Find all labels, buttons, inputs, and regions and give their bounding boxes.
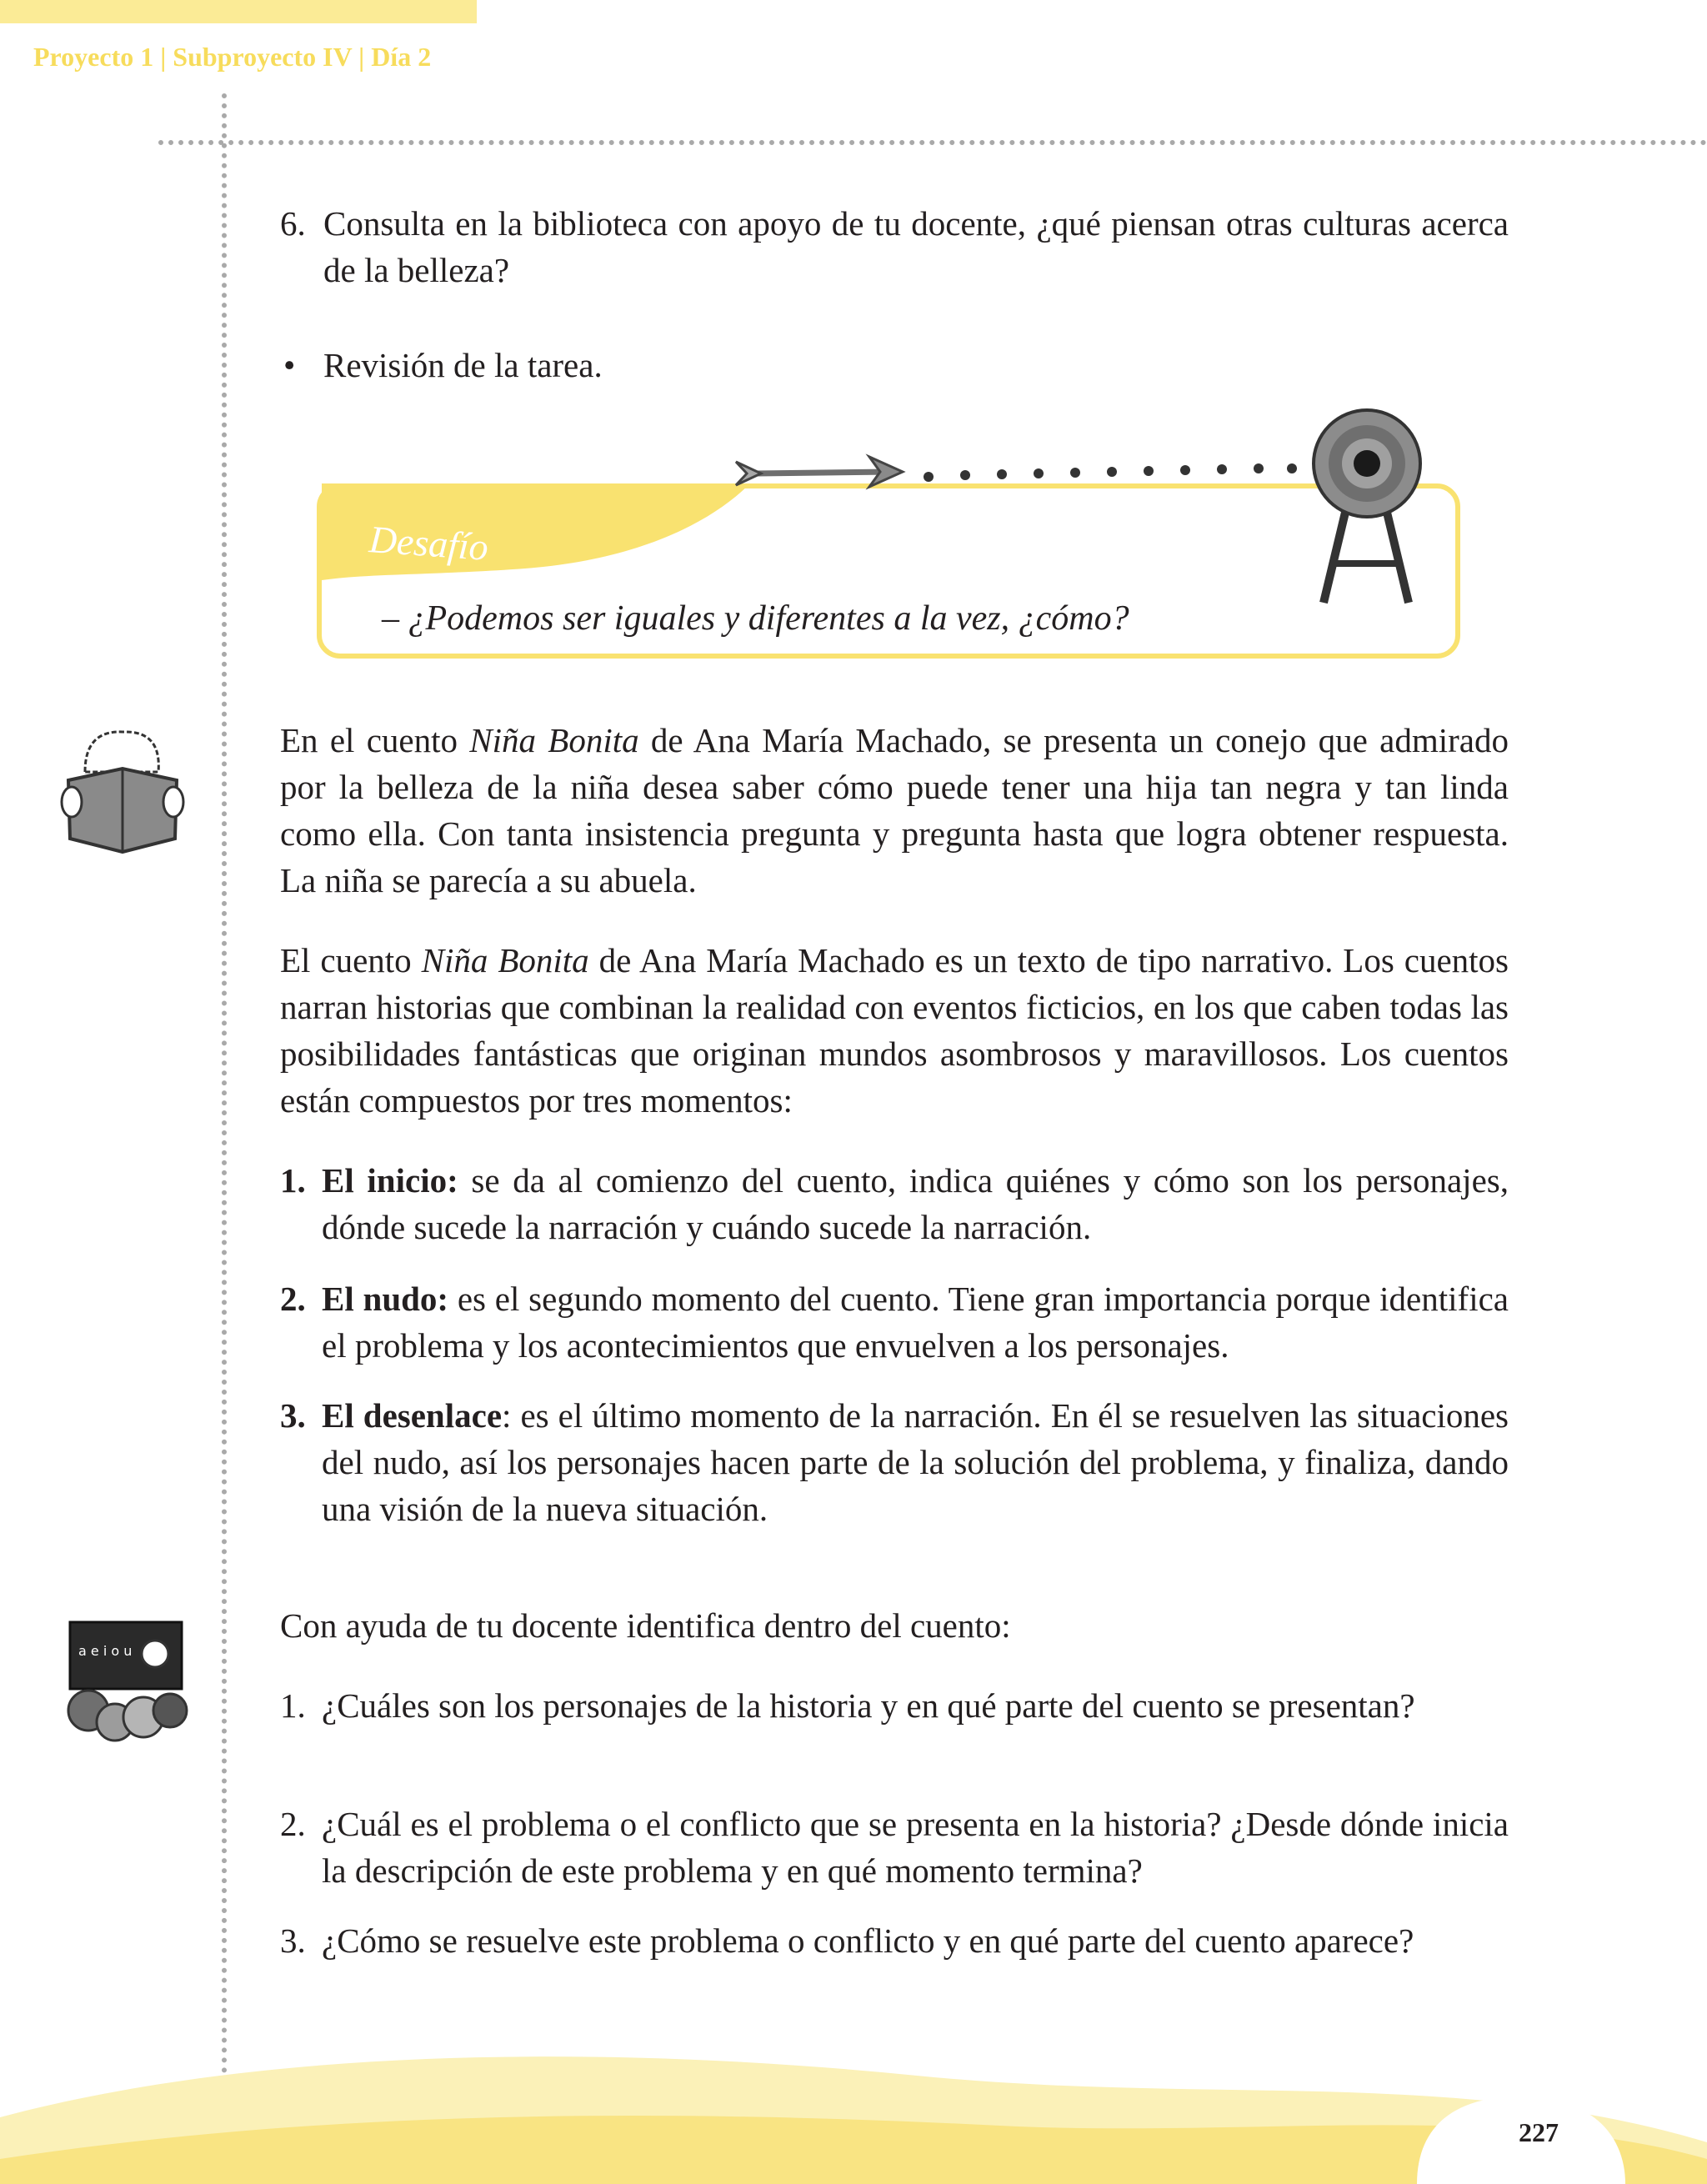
paragraph-narrative-text (280, 937, 1509, 1124)
activity-text: Consulta en la biblioteca con apoyo de tu docente, ¿qué piensan otras culturas acerca de la belleza? (323, 204, 1509, 289)
moment-text (280, 1392, 1509, 1532)
homework-review (280, 342, 1509, 388)
identify-intro: Con ayuda de tu docente identifica dentro del cuento: (280, 1606, 1011, 1645)
question-number: 2. (280, 1805, 306, 1843)
moment-item (280, 1275, 1509, 1369)
question-number: 3. (280, 1921, 306, 1960)
question-number: 1. (280, 1686, 306, 1725)
breadcrumb: Proyecto 1 | Subproyecto IV | Día 2 (33, 42, 432, 72)
activity-number: 6. (280, 204, 306, 243)
moment-term: El nudo: (322, 1280, 449, 1318)
question-text: ¿Cuál es el problema o el conflicto que se presenta en la historia? ¿Desde dónde inicia la descripción de este problema y en qué momento termina? (322, 1805, 1509, 1890)
challenge-dash: – (382, 599, 399, 638)
classroom-icon (63, 1619, 188, 1744)
target-icon (1300, 407, 1434, 607)
moment-item (280, 1392, 1509, 1532)
text-span: es el segundo momento del cuento. Tiene gran importancia porque identifica el problema y los acontecimientos que envuelven a los personajes. (322, 1280, 1509, 1365)
text-span: de Ana María Machado, se presenta un conejo que admirado por la belleza de la niña desea saber cómo puede tener una hija tan negra y tan linda como ella. Con tanta insistencia pregunta y pregunta hasta que logra obtener respuesta. La niña se parecía a su abuela. (280, 721, 1509, 899)
challenge-question-text: ¿Podemos ser iguales y diferentes a la vez, ¿cómo? (408, 599, 1129, 638)
challenge-title: Desafío (368, 518, 490, 569)
moment-term: El desenlace (322, 1396, 503, 1435)
question-item (280, 1682, 1509, 1729)
book-title: Niña Bonita (469, 721, 639, 759)
question-text: ¿Cómo se resuelve este problema o conflicto y en qué parte del cuento aparece? (322, 1921, 1414, 1960)
text-span: En el cuento (280, 721, 470, 759)
vertical-dotted-margin (222, 93, 227, 2184)
text-span: de Ana María Machado es un texto de tipo narrativo. Los cuentos narran historias que combinan la realidad con eventos ficticios, en los que caben todas las posibilidades fantásticas que originan mundos asombrosos y maravillosos. Los cuentos están compuestos por tres momentos: (280, 941, 1509, 1120)
question-item (280, 1917, 1509, 1964)
challenge-question (382, 599, 1129, 639)
book-title: Niña Bonita (421, 941, 589, 979)
moment-number: 3. (280, 1396, 306, 1435)
paragraph-story-summary (280, 717, 1509, 904)
blackboard-text: a e i o u (78, 1643, 133, 1659)
moment-text (280, 1275, 1509, 1369)
moment-text (280, 1157, 1509, 1250)
activity-6 (280, 200, 1509, 293)
question-text: ¿Cuáles son los personajes de la historia y en qué parte del cuento se presentan? (322, 1686, 1415, 1725)
bullet-text: Revisión de la tarea. (323, 346, 603, 384)
moment-number: 1. (280, 1161, 306, 1200)
dotted-path-icon (917, 450, 1309, 492)
reading-child-icon (60, 722, 185, 855)
top-accent-bar (0, 0, 477, 23)
text-span: : es el último momento de la narración. En él se resuelven las situaciones del nudo, así los personajes hacen parte de la solución del problema, y finaliza, dando una visión de la nueva situación. (322, 1396, 1509, 1528)
page-number: 227 (1519, 2117, 1559, 2147)
arrow-icon (732, 452, 915, 493)
question-item (280, 1801, 1509, 1894)
horizontal-dotted-divider (158, 140, 1707, 145)
moment-term: El inicio: (322, 1161, 458, 1200)
moment-item (280, 1157, 1509, 1250)
moment-number: 2. (280, 1280, 306, 1318)
text-span: El cuento (280, 941, 422, 979)
bullet-mark: • (283, 346, 296, 384)
text-span: se da al comienzo del cuento, indica quiénes y cómo son los personajes, dónde sucede la narración y cuándo sucede la narración. (322, 1161, 1509, 1246)
footer-wave (0, 2017, 1707, 2184)
